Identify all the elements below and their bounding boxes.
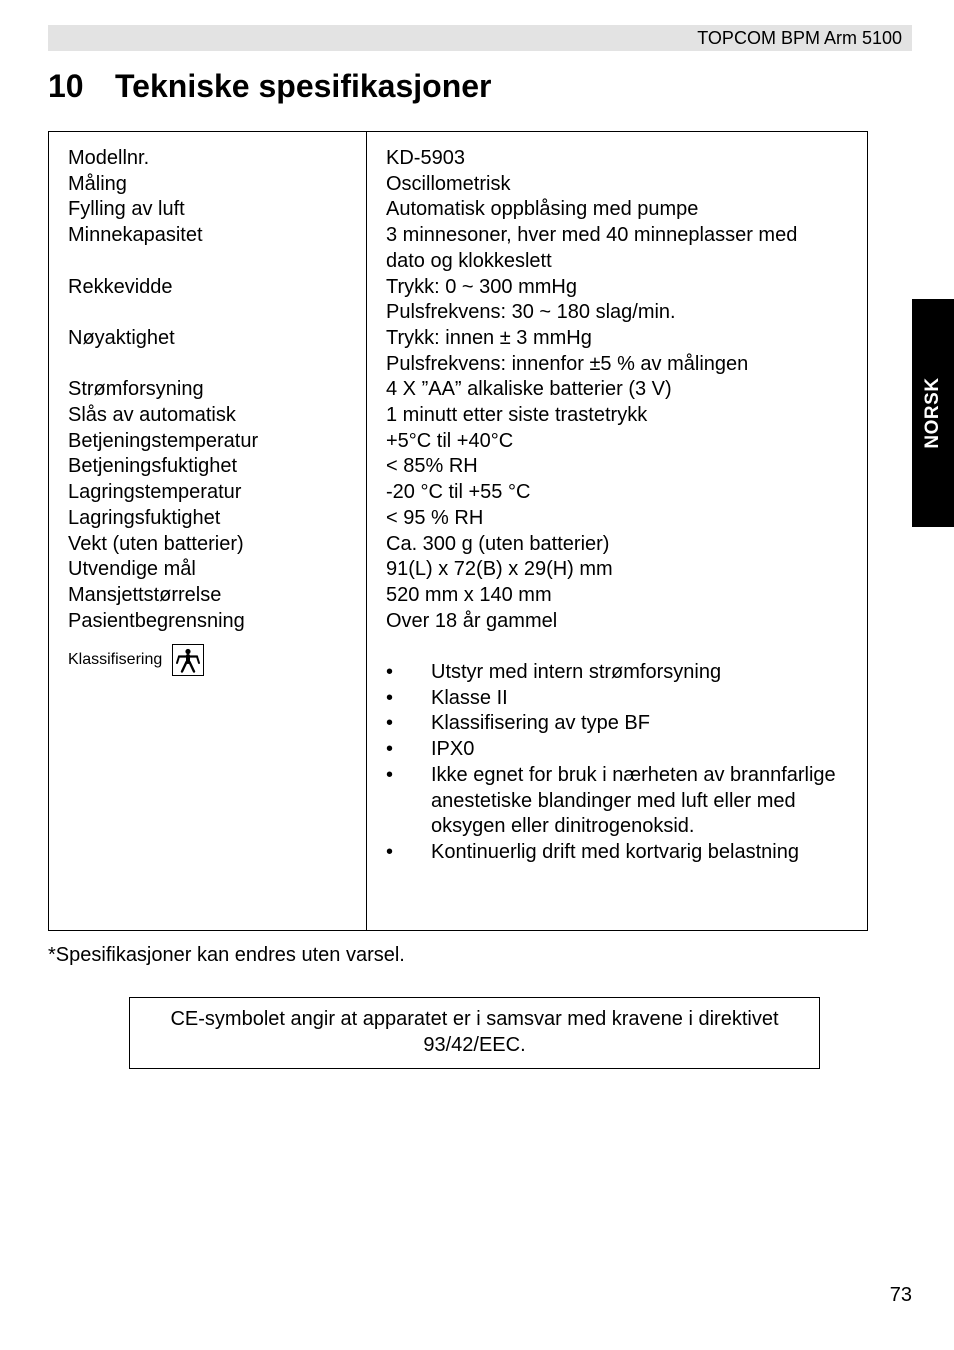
spec-value: < 95 % RH	[386, 506, 484, 529]
spec-value: Trykk: innen ± 3 mmHg	[386, 326, 592, 349]
spec-table	[48, 131, 868, 931]
ce-notice-box	[129, 997, 820, 1069]
spec-value: 91(L) x 72(B) x 29(H) mm	[386, 558, 613, 581]
spec-label: Lagringstemperatur	[68, 481, 242, 504]
spec-label: Rekkevidde	[68, 275, 173, 298]
spec-value: -20 °C til +55 °C	[386, 481, 531, 504]
spec-value: 1 minutt etter siste trastetrykk	[386, 404, 648, 427]
spec-value: 3 minnesoner, hver med 40 minneplasser med	[386, 224, 798, 247]
spec-label: Lagringsfuktighet	[68, 506, 221, 529]
spec-label: Vekt (uten batterier)	[68, 532, 244, 555]
spec-label: Slås av automatisk	[68, 403, 236, 426]
spec-label: Minnekapasitet	[68, 224, 203, 247]
spec-label: Fylling av luft	[68, 198, 185, 221]
list-item: • Klassifisering av type BF	[386, 712, 650, 735]
page-number: 73	[889, 1284, 912, 1306]
language-side-tab	[912, 299, 954, 527]
ce-notice-line: CE-symbolet angir at apparatet er i samsvar med kravene i direktivet	[170, 1008, 779, 1030]
spec-labels-column	[68, 146, 358, 676]
spec-value: Trykk: 0 ~ 300 mmHg	[386, 275, 577, 298]
header-product-name: TOPCOM BPM Arm 5100	[697, 28, 902, 48]
spec-value: < 85% RH	[386, 455, 478, 478]
spec-value: Ca. 300 g (uten batterier)	[386, 532, 610, 555]
spec-label: Strømforsyning	[68, 378, 204, 401]
spec-value: Automatisk oppblåsing med pumpe	[386, 198, 699, 221]
spec-value: 4 X ”AA” alkaliske batterier (3 V)	[386, 378, 672, 401]
side-tab-label: NORSK	[922, 377, 943, 449]
spec-values-column	[386, 146, 856, 866]
classification-row	[68, 644, 358, 676]
spec-value: KD-5903	[386, 147, 465, 169]
spec-label: Mansjettstørrelse	[68, 583, 222, 606]
spec-label: Betjeningstemperatur	[68, 429, 259, 452]
spec-label: Utvendige mål	[68, 558, 196, 581]
spec-label: Nøyaktighet	[68, 326, 175, 349]
spec-value: Pulsfrekvens: innenfor ±5 % av målingen	[386, 352, 749, 375]
spec-value: +5°C til +40°C	[386, 429, 514, 452]
spec-value: Pulsfrekvens: 30 ~ 180 slag/min.	[386, 301, 676, 324]
spec-label: Betjeningsfuktighet	[68, 455, 238, 478]
ce-notice-line: 93/42/EEC.	[423, 1034, 526, 1056]
section-number: 10	[48, 68, 84, 104]
list-item: • Utstyr med intern strømforsyning	[386, 661, 722, 684]
classification-label: Klassifisering	[68, 651, 163, 669]
page-title	[48, 68, 491, 105]
list-item: • Ikke egnet for bruk i nærheten av brannfarlige anestetiske blandinger med luft eller med oksygen eller dinitrogenoksid.	[386, 763, 836, 838]
header-bar	[48, 25, 912, 51]
classification-list	[386, 660, 856, 866]
spec-value: dato og klokkeslett	[386, 249, 552, 272]
list-item: • Klasse II	[386, 686, 508, 709]
list-item: • IPX0	[386, 738, 475, 761]
spec-label: Måling	[68, 172, 127, 195]
section-title: Tekniske spesifikasjoner	[115, 68, 492, 104]
spec-label: Pasientbegrensning	[68, 609, 245, 632]
spec-value: 520 mm x 140 mm	[386, 583, 552, 606]
list-item: • Kontinuerlig drift med kortvarig belastning	[386, 840, 799, 863]
type-bf-person-icon	[172, 644, 204, 676]
spec-value: Over 18 år gammel	[386, 609, 558, 632]
column-divider	[366, 132, 367, 930]
spec-label: Modellnr.	[68, 147, 150, 169]
spec-value: Oscillometrisk	[386, 172, 511, 195]
footnote: *Spesifikasjoner kan endres uten varsel.	[48, 944, 405, 966]
